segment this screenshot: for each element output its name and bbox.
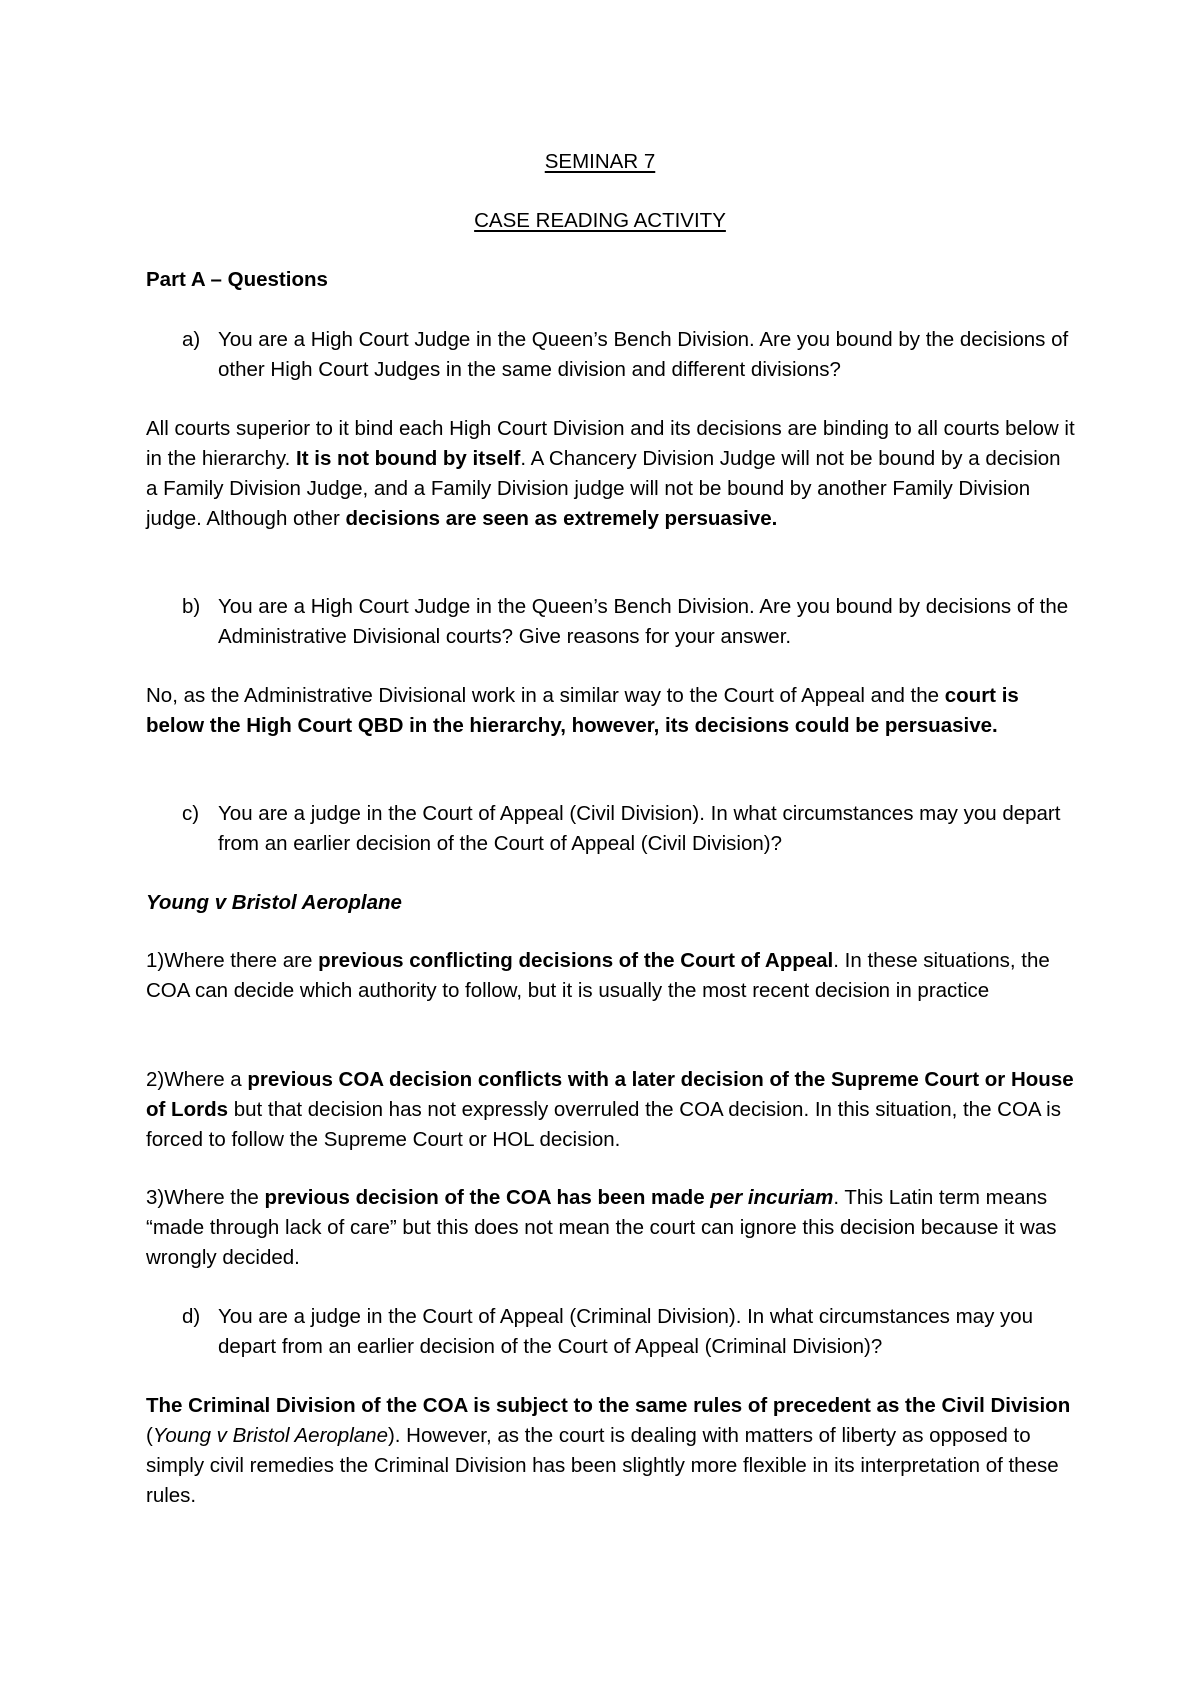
question-c [146, 799, 1076, 859]
answer-c-point-2-text-2: but that decision has not expressly overruled the COA decision. In this situation, the COA is forced to follow the Supreme Court or HOL decision. [146, 1098, 1061, 1151]
answer-a-bold-1: It is not bound by itself [296, 447, 521, 470]
question-b-label: b) [182, 595, 201, 618]
answer-c-point-2 [146, 1065, 1076, 1155]
answer-a-text-2: . A Chancery Division Judge will not be bound by a decision a Family Division Judge, and a Family Division judge will not be bound by another Family Division judge. Although other [146, 447, 1061, 530]
answer-c-point-3-latin-term: per incuriam [710, 1186, 834, 1209]
seminar-title: SEMINAR 7 [544, 150, 656, 173]
question-b [146, 592, 1076, 652]
answer-d-text-1: ( [146, 1424, 153, 1447]
answer-c-point-3 [146, 1183, 1076, 1273]
answer-d-bold: The Criminal Division of the COA is subject to the same rules of precedent as the Civil Division [146, 1394, 1071, 1417]
question-a-label: a) [182, 328, 201, 351]
activity-title: CASE READING ACTIVITY [474, 209, 726, 232]
question-d-text: You are a judge in the Court of Appeal (Criminal Division). In what circumstances may you depart from an earlier decision of the Court of Appeal (Criminal Division)? [218, 1305, 1034, 1358]
part-a-heading: Part A – Questions [146, 268, 328, 291]
question-d-label: d) [182, 1305, 201, 1328]
answer-c-point-1 [146, 946, 1076, 1006]
case-name-heading: Young v Bristol Aeroplane [146, 891, 402, 914]
answer-c-point-1-text-1: 1)Where there are [146, 949, 319, 972]
question-a-text: You are a High Court Judge in the Queen’s Bench Division. Are you bound by the decisions of other High Court Judges in the same division and different divisions? [218, 328, 1069, 381]
question-c-text: You are a judge in the Court of Appeal (Civil Division). In what circumstances may you depart from an earlier decision of the Court of Appeal (Civil Division)? [218, 802, 1061, 855]
answer-b-bold-1: court is below the High Court QBD in the hierarchy, however, its decisions could be persuasive. [146, 684, 1019, 737]
answer-c-point-1-bold: previous conflicting decisions of the Court of Appeal [318, 949, 834, 972]
answer-c-point-3-bold: previous decision of the COA has been made [264, 1186, 711, 1209]
answer-c-point-2-bold: previous COA decision conflicts with a later decision of the Supreme Court or House of Lords [146, 1068, 1074, 1121]
answer-a-text-1: All courts superior to it bind each High Court Division and its decisions are binding to all courts below it in the hierarchy. [146, 417, 1075, 470]
question-b-text: You are a High Court Judge in the Queen’s Bench Division. Are you bound by decisions of the Administrative Divisional courts? Give reasons for your answer. [218, 595, 1069, 648]
answer-d-text-2: ). However, as the court is dealing with matters of liberty as opposed to simply civil remedies the Criminal Division has been slightly more flexible in its interpretation of these rules. [146, 1424, 1059, 1507]
answer-d [146, 1391, 1076, 1511]
question-a [146, 325, 1076, 385]
answer-a-bold-2: decisions are seen as extremely persuasive. [345, 507, 778, 530]
answer-b [146, 681, 1076, 741]
question-d [146, 1302, 1076, 1362]
answer-c-point-2-text-1: 2)Where a [146, 1068, 248, 1091]
question-c-label: c) [182, 802, 200, 825]
answer-c-point-3-text-1: 3)Where the [146, 1186, 265, 1209]
answer-c-point-3-text-2: . This Latin term means “made through lack of care” but this does not mean the court can ignore this decision because it was wrongly decided. [146, 1186, 1057, 1269]
answer-a [146, 414, 1076, 534]
answer-b-text-1: No, as the Administrative Divisional work in a similar way to the Court of Appeal and the [146, 684, 945, 707]
answer-c-point-1-text-2: . In these situations, the COA can decide which authority to follow, but it is usually the most recent decision in practice [146, 949, 1050, 1002]
answer-d-case-name: Young v Bristol Aeroplane [152, 1424, 388, 1447]
